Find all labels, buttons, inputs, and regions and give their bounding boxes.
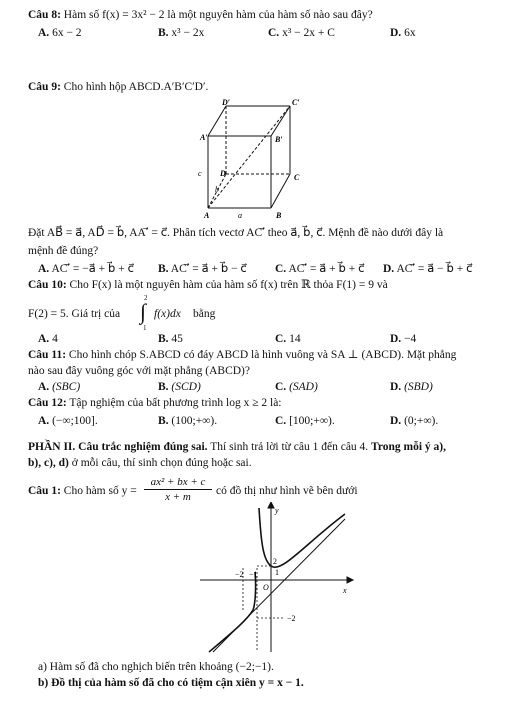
fraction-denominator: x + m bbox=[165, 491, 191, 503]
origin-label: O bbox=[263, 583, 269, 592]
q11-option-a[interactable]: A. (SBC) bbox=[38, 381, 81, 393]
q10-label: Câu 10: bbox=[28, 279, 67, 291]
q8-option-b[interactable]: B. x³ − 2x bbox=[158, 27, 205, 39]
q12-line: Câu 12: Tập nghiệm của bất phương trình log x ≥ 2 là: bbox=[28, 397, 282, 409]
label-a: A bbox=[204, 211, 210, 220]
label-c-prime: C′ bbox=[292, 98, 300, 107]
q9-text1: Đặt AB⃗ = a⃗, AD⃗ = b⃗, AA′⃗ = c⃗. Phân tích vectơ AC′⃗ theo a⃗, b⃗, c⃗. Mệnh đề nào dưới đây là bbox=[28, 227, 444, 239]
integral-sign bbox=[140, 294, 154, 332]
q10-option-a[interactable]: A. 4 bbox=[38, 333, 58, 345]
q8-line bbox=[28, 8, 373, 22]
integral-lower: 1 bbox=[143, 324, 147, 332]
curve-left-branch bbox=[209, 572, 256, 652]
label-c: C bbox=[294, 173, 300, 182]
fraction bbox=[144, 476, 212, 503]
p2q1-label: Câu 1: bbox=[28, 485, 61, 497]
q12-option-b[interactable]: B. (100;+∞). bbox=[158, 415, 218, 427]
label-a-prime: A′ bbox=[200, 133, 208, 142]
q10-integrand: f(x)dx bbox=[154, 308, 181, 320]
p2q1-stem-end: có đồ thị như hình vẽ bên dưới bbox=[216, 485, 358, 497]
q8-stem: Hàm số f(x) = 3x² − 2 là một nguyên hàm của hàm số nào sau đây? bbox=[63, 9, 373, 21]
q8-option-a[interactable]: A. 6x − 2 bbox=[38, 27, 82, 39]
tick-y-2: 2 bbox=[273, 557, 277, 566]
q12-option-d[interactable]: D. (0;+∞). bbox=[390, 415, 439, 427]
fraction-numerator: ax² + bx + c bbox=[144, 476, 212, 490]
box-figure bbox=[190, 96, 320, 221]
q10-line2: F(2) = 5. Giá trị của bbox=[28, 308, 121, 320]
q9-stem: Cho hình hộp ABCD.A′B′C′D′. bbox=[63, 81, 209, 93]
y-axis-label: y bbox=[275, 506, 279, 515]
label-vec-b: b⃗ bbox=[215, 185, 226, 194]
q11-option-d[interactable]: D. (SBD) bbox=[390, 381, 433, 393]
p2q1-statement-a: a) Hàm số đã cho nghịch biến trên khoảng (−2;−1). bbox=[38, 661, 274, 673]
q10-line1: Câu 10: Cho F(x) là một nguyên hàm của hàm số f(x) trên ℝ thỏa F(1) = 9 và bbox=[28, 279, 388, 291]
integral-upper: 2 bbox=[144, 294, 148, 302]
q11-line2: nào sau đây vuông góc với mặt phẳng (ABCD)? bbox=[28, 365, 250, 377]
tick-x-minus-1: −1 bbox=[249, 570, 258, 579]
q11-option-c[interactable]: C. (SAD) bbox=[275, 381, 318, 393]
label-d: D bbox=[220, 169, 226, 178]
q11-label: Câu 11: bbox=[28, 349, 67, 361]
q12-option-a[interactable]: A. (−∞;100]. bbox=[38, 415, 98, 427]
q9-option-d[interactable]: D. AC′⃗ = a⃗ − b⃗ + c⃗ bbox=[383, 263, 473, 275]
q9-option-b[interactable]: B. AC′⃗ = a⃗ + b⃗ − c⃗ bbox=[158, 263, 247, 275]
q9-line bbox=[28, 80, 208, 94]
q11-option-b[interactable]: B. (SCD) bbox=[158, 381, 201, 393]
part2-line1: PHẦN II. Câu trắc nghiệm đúng sai. Thí sinh trả lời từ câu 1 đến câu 4. Trong mỗi ý a), bbox=[28, 441, 447, 453]
p2q1-line: Câu 1: Cho hàm số y = bbox=[28, 485, 137, 497]
q8-label: Câu 8: bbox=[28, 9, 61, 21]
curve-right-branch bbox=[259, 508, 345, 567]
tick-y-minus-2: −2 bbox=[287, 614, 296, 623]
q12-option-c[interactable]: C. [100;+∞). bbox=[275, 415, 335, 427]
integral-symbol: ∫ bbox=[140, 299, 147, 324]
q10-option-b[interactable]: B. 45 bbox=[158, 333, 183, 345]
tick-y-1: 1 bbox=[275, 568, 279, 577]
q9-label: Câu 9: bbox=[28, 81, 61, 93]
label-vec-a: a⃗ bbox=[238, 211, 249, 220]
label-b: B bbox=[276, 211, 282, 220]
label-d-prime: D′ bbox=[222, 98, 231, 107]
q8-option-c[interactable]: C. x³ − 2x + C bbox=[268, 27, 335, 39]
function-graph bbox=[195, 502, 360, 654]
tick-x-minus-2: −2 bbox=[235, 570, 244, 579]
q11-line1: Câu 11: Cho hình chóp S.ABCD có đáy ABCD là hình vuông và SA ⊥ (ABCD). Mặt phẳng bbox=[28, 349, 457, 361]
q12-label: Câu 12: bbox=[28, 397, 67, 409]
part2-line2: b), c), d) ở mỗi câu, thí sinh chọn đúng hoặc sai. bbox=[28, 457, 252, 469]
q10-line2-end: bằng bbox=[193, 308, 216, 320]
label-b-prime: B′ bbox=[275, 135, 283, 144]
p2q1-statement-b: b) Đồ thị của hàm số đã cho có tiệm cận xiên y = x − 1. bbox=[38, 677, 304, 689]
q9-option-a[interactable]: A. AC′⃗ = −a⃗ + b⃗ + c⃗ bbox=[38, 263, 134, 275]
q10-option-d[interactable]: D. −4 bbox=[390, 333, 417, 345]
label-vec-c: c⃗ bbox=[198, 169, 208, 178]
q9-option-c[interactable]: C. AC′⃗ = a⃗ + b⃗ + c⃗ bbox=[275, 263, 365, 275]
q10-option-c[interactable]: C. 14 bbox=[275, 333, 301, 345]
x-axis-label: x bbox=[343, 586, 347, 595]
q9-text2: mệnh đề đúng? bbox=[28, 245, 99, 257]
q8-option-d[interactable]: D. 6x bbox=[390, 27, 416, 39]
